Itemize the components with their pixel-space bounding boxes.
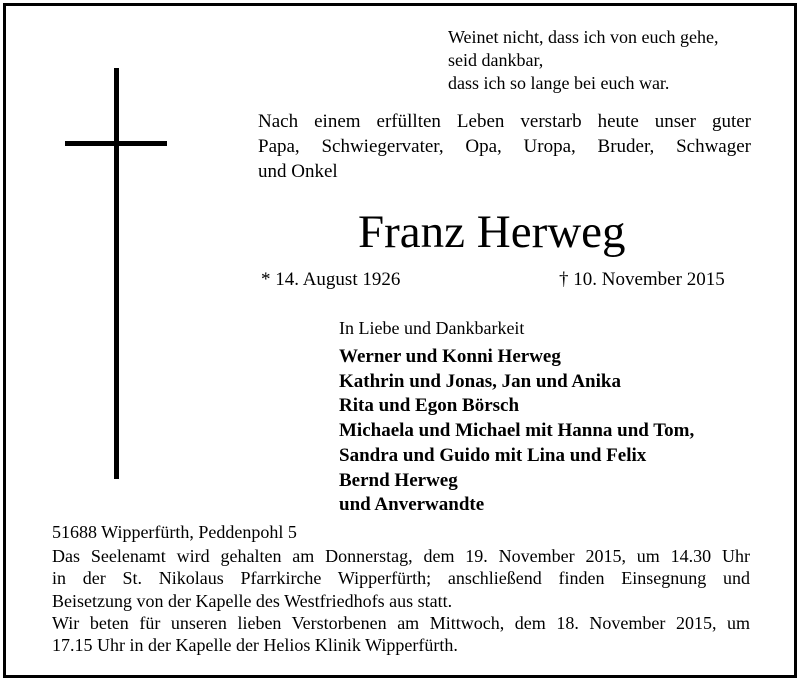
mourner-line: Michaela und Michael mit Hanna und Tom, xyxy=(339,420,695,442)
mourner-line: und Anverwandte xyxy=(339,494,485,516)
cross-horizontal-bar xyxy=(65,141,167,146)
mourner-line: Rita und Egon Börsch xyxy=(339,395,520,417)
mourner-line: Werner und Konni Herweg xyxy=(339,346,561,367)
obituary-notice xyxy=(3,3,797,678)
birth-date: * 14. August 1926 xyxy=(261,269,401,290)
intro-line: Papa, Schwiegervater, Opa, Uropa, Bruder, Schwager xyxy=(258,136,751,157)
deceased-name: Franz Herweg xyxy=(358,206,626,258)
poem-line: dass ich so lange bei euch war. xyxy=(448,73,670,93)
intro-line: Nach einem erfüllten Leben verstarb heute unser guter xyxy=(258,111,751,132)
mourner-line: Sandra und Guido mit Lina und Felix xyxy=(339,444,647,466)
notice-line: Beisetzung von der Kapelle des Westfriedhofs aus statt. xyxy=(52,590,453,611)
notice-line: Das Seelenamt wird gehalten am Donnerstag, dem 19. November 2015, um 14.30 Uhr xyxy=(52,546,750,566)
mourners-intro: In Liebe und Dankbarkeit xyxy=(339,318,525,338)
poem xyxy=(448,26,718,95)
poem-line: Weinet nicht, dass ich von euch gehe, xyxy=(448,27,719,47)
notice-line: Wir beten für unseren lieben Verstorbenen am Mittwoch, dem 18. November 2015, um xyxy=(52,612,750,633)
mourner-line: Kathrin und Jonas, Jan und Anika xyxy=(339,370,621,392)
cross-vertical-bar xyxy=(114,68,119,479)
notice-line: in der St. Nikolaus Pfarrkirche Wipperfürth; anschließend finden Einsegnung und xyxy=(52,568,750,589)
intro-line: und Onkel xyxy=(258,161,338,182)
poem-line: seid dankbar, xyxy=(448,50,544,70)
death-date: † 10. November 2015 xyxy=(559,269,725,290)
address: 51688 Wipperfürth, Peddenpohl 5 xyxy=(52,522,297,542)
mourner-line: Bernd Herweg xyxy=(339,469,458,491)
mourners-list xyxy=(339,345,694,518)
notice-line: 17.15 Uhr in der Kapelle der Helios Klinik Wipperfürth. xyxy=(52,635,458,656)
service-notice xyxy=(52,545,750,656)
intro-text xyxy=(258,109,751,184)
